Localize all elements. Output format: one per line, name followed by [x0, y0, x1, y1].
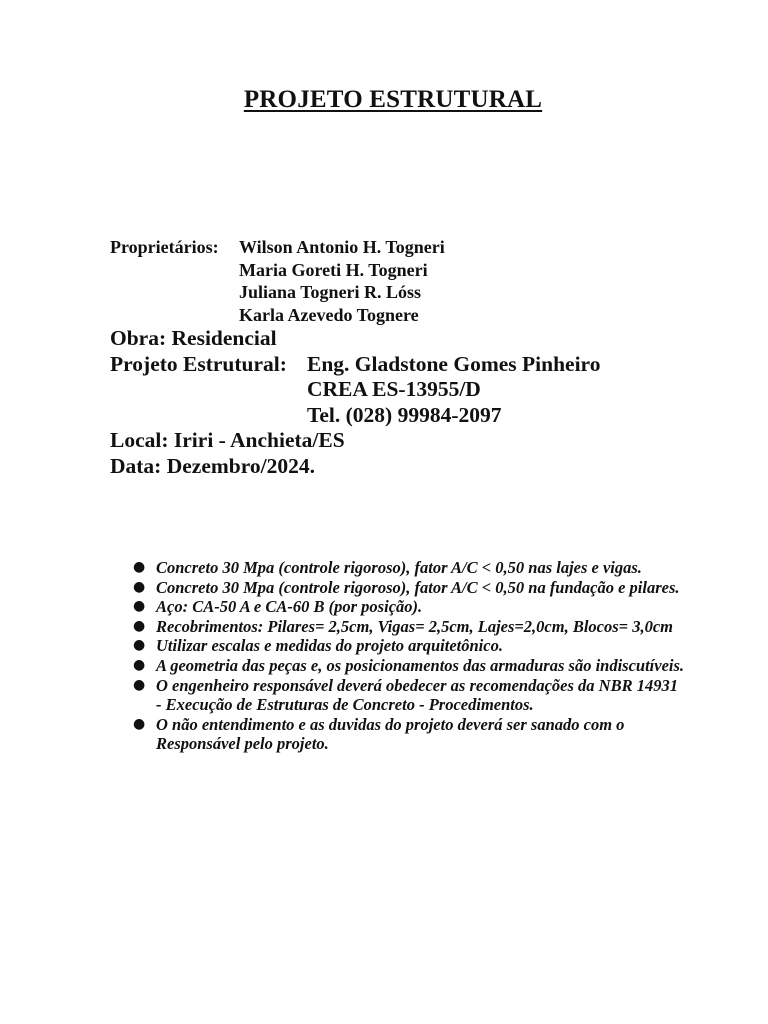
project-info — [110, 236, 730, 479]
bullet-icon: ● — [133, 715, 146, 732]
notes-list — [133, 558, 686, 754]
list-item — [133, 616, 686, 637]
obra-line: Obra: Residencial — [110, 326, 277, 350]
list-item — [133, 655, 686, 676]
note-text: Aço: CA-50 A e CA-60 B (por posição). — [156, 597, 423, 617]
note-text: Concreto 30 Mpa (controle rigoroso), fator A/C < 0,50 na fundação e pilares. — [156, 577, 680, 597]
owners-label: Proprietários: — [110, 237, 219, 257]
list-item — [133, 558, 686, 578]
date-line: Data: Dezembro/2024. — [110, 453, 315, 478]
page-title: PROJETO ESTRUTURAL — [243, 86, 543, 113]
note-text: O engenheiro responsável deverá obedecer as recomendações da NBR 14931 - Execução de Estruturas de Concreto - Procedimentos. — [156, 675, 678, 715]
engineer-phone: Tel. (028) 99984-2097 — [307, 402, 502, 427]
note-text: A geometria das peças e, os posicionamentos das armaduras são indiscutíveis. — [156, 655, 685, 675]
bullet-icon: ● — [133, 559, 146, 575]
bullet-icon: ● — [133, 617, 146, 634]
bullet-icon: ● — [133, 637, 146, 654]
engineer-name: Eng. Gladstone Gomes Pinheiro — [307, 351, 601, 376]
note-text: O não entendimento e as duvidas do projeto deverá ser sanado com o Responsável pelo projeto. — [156, 714, 625, 754]
owner-name: Maria Goreti H. Togneri — [239, 259, 428, 280]
bullet-icon: ● — [133, 656, 146, 673]
owner-name: Karla Azevedo Tognere — [239, 304, 419, 325]
bullet-icon: ● — [133, 598, 146, 615]
bullet-icon: ● — [133, 676, 146, 693]
note-text: Utilizar escalas e medidas do projeto arquitetônico. — [156, 636, 503, 656]
owners-line — [110, 236, 730, 259]
local-line: Local: Iriri - Anchieta/ES — [110, 428, 345, 452]
list-item — [133, 577, 686, 598]
list-item — [133, 597, 686, 617]
structural-project-line — [110, 352, 730, 378]
engineer-crea: CREA ES-13955/D — [307, 377, 481, 401]
note-text: Concreto 30 Mpa (controle rigoroso), fator A/C < 0,50 nas lajes e vigas. — [156, 558, 642, 577]
owner-name: Juliana Togneri R. Lóss — [239, 282, 422, 302]
list-item — [133, 675, 686, 715]
list-item — [133, 714, 686, 754]
bullet-icon: ● — [133, 578, 146, 595]
owner-name: Wilson Antonio H. Togneri — [239, 237, 445, 257]
note-text: Recobrimentos: Pilares= 2,5cm, Vigas= 2,5cm, Lajes=2,0cm, Blocos= 3,0cm — [156, 616, 673, 636]
list-item — [133, 636, 686, 656]
structural-project-label: Projeto Estrutural: — [110, 351, 287, 376]
